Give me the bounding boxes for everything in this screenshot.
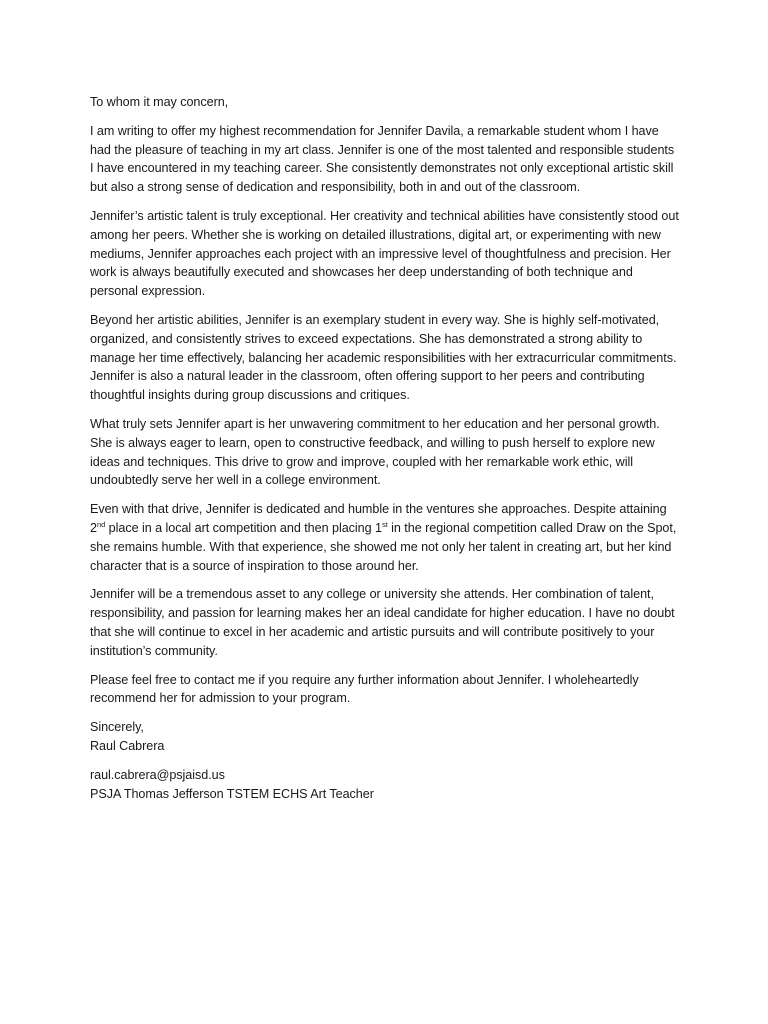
signature-block xyxy=(90,718,680,756)
paragraph-2: Jennifer’s artistic talent is truly exceptional. Her creativity and technical abilities have consistently stood out among her peers. Whether she is working on detailed illustrations, digital art, or experimenting with new mediums, Jennifer approaches each project with an impressive level of thoughtfulness and precision. Her work is always beautifully executed and showcases her deep understanding of both technique and personal expression. xyxy=(90,208,679,299)
letter-body xyxy=(90,93,680,813)
paragraph-5-part-1: Even with that drive, Jennifer is dedicated and humble in the ventures she approaches. Despite attaining 2 xyxy=(90,502,667,535)
paragraph-5-part-3: in the regional competition called Draw on the Spot, she remains humble. With that experience, she showed me not only her talent in creating art, but her kind character that is a source of inspiration to those around her. xyxy=(90,520,677,573)
ordinal-suffix-nd: nd xyxy=(96,519,106,529)
signer-title: PSJA Thomas Jefferson TSTEM ECHS Art Teacher xyxy=(90,786,374,801)
paragraph-1: I am writing to offer my highest recommendation for Jennifer Davila, a remarkable student whom I have had the pleasure of teaching in my art class. Jennifer is one of the most talented and responsible students I have encountered in my teaching career. She consistently demonstrates not only exceptional artistic skill but also a strong sense of dedication and responsibility, both in and out of the classroom. xyxy=(90,123,675,195)
paragraph-4: What truly sets Jennifer apart is her unwavering commitment to her education and her personal growth. She is always eager to learn, open to constructive feedback, and willing to push herself to explore new ideas and techniques. This drive to grow and improve, coupled with her remarkable work ethic, will undoubtedly serve her well in a college environment. xyxy=(90,416,660,488)
salutation: To whom it may concern, xyxy=(90,95,229,109)
closing: Sincerely, xyxy=(90,720,144,735)
paragraph-5 xyxy=(90,500,680,575)
paragraph-3: Beyond her artistic abilities, Jennifer is an exemplary student in every way. She is highly self-motivated, organized, and consistently strives to exceed expectations. She has demonstrated a strong ability to manage her time effectively, balancing her academic responsibilities with her extracurricular commitments. Jennifer is also a natural leader in the classroom, often offering support to her peers and contributing thoughtful insights during group discussions and critiques. xyxy=(90,312,677,403)
signer-name: Raul Cabrera xyxy=(90,738,165,753)
ordinal-suffix-st: st xyxy=(381,519,388,529)
paragraph-5-part-2: place in a local art competition and then placing 1 xyxy=(105,520,382,535)
paragraph-7: Please feel free to contact me if you require any further information about Jennifer. I wholeheartedly recommend her for admission to your program. xyxy=(90,672,639,706)
signer-email: raul.cabrera@psjaisd.us xyxy=(90,767,225,782)
contact-block xyxy=(90,766,680,804)
paragraph-6: Jennifer will be a tremendous asset to any college or university she attends. Her combination of talent, responsibility, and passion for learning makes her an ideal candidate for higher education. I have no doubt that she will continue to excel in her academic and artistic pursuits and will contribute positively to your institution’s community. xyxy=(90,587,675,658)
